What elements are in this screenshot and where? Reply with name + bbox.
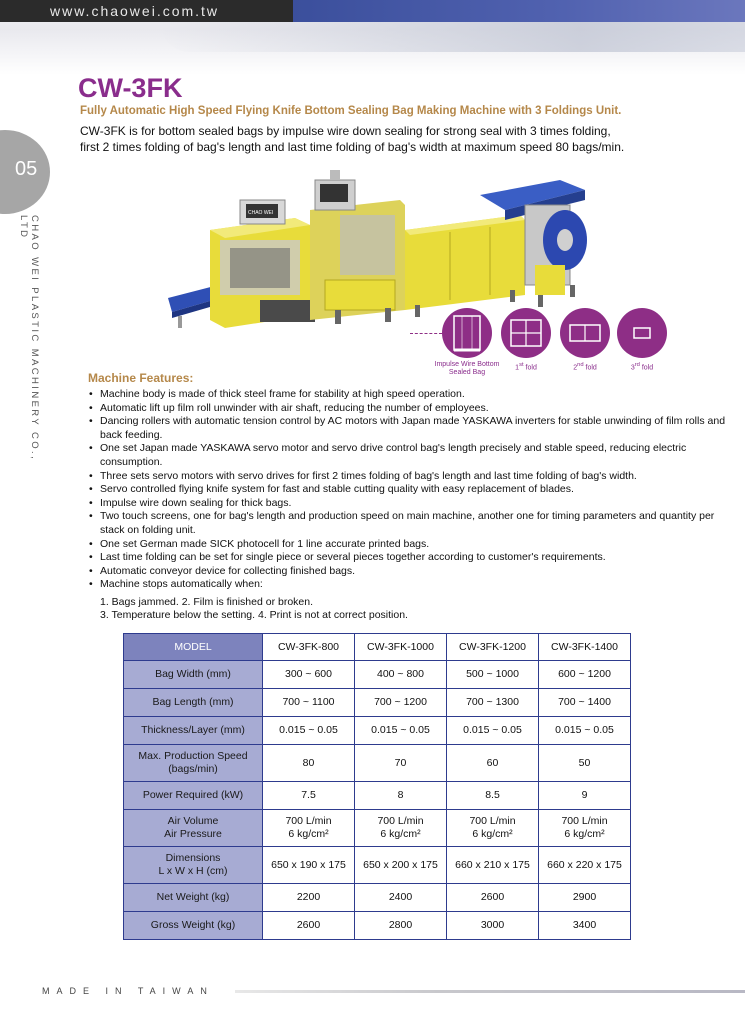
feature-item: • Machine stops automatically when: bbox=[88, 578, 728, 592]
spec-cell bbox=[539, 661, 631, 689]
spec-row-label bbox=[124, 745, 263, 782]
spec-cell bbox=[447, 661, 539, 689]
model-column-header: CW-3FK-1000 bbox=[355, 634, 447, 661]
table-row bbox=[124, 745, 631, 782]
spec-value-line: 2600 bbox=[296, 919, 321, 931]
spec-value-line: 700 L/min bbox=[469, 815, 516, 827]
spec-value-line: 80 bbox=[302, 756, 315, 769]
spec-label-line: Net Weight (kg) bbox=[156, 891, 230, 903]
spec-cell bbox=[355, 689, 447, 717]
spec-value-line: 650 x 200 x 175 bbox=[363, 858, 438, 871]
spec-value-line: 6 kg/cm² bbox=[380, 828, 421, 840]
spec-value-line: 8.5 bbox=[485, 789, 500, 801]
spec-cell bbox=[355, 847, 447, 884]
spec-label-line: Bag Width (mm) bbox=[155, 668, 231, 680]
second-fold-icon bbox=[560, 308, 610, 358]
spec-label-line: Air Pressure bbox=[164, 828, 222, 840]
model-column-header: CW-3FK-800 bbox=[263, 634, 355, 661]
spec-value-line: 9 bbox=[581, 789, 588, 801]
spec-value-line: 0.015 ~ 0.05 bbox=[371, 724, 430, 736]
model-column-header: CW-3FK-1400 bbox=[539, 634, 631, 661]
spec-value-line: 650 x 190 x 175 bbox=[271, 858, 346, 871]
spec-value-line: 0.015 ~ 0.05 bbox=[555, 724, 614, 736]
features-list bbox=[88, 388, 728, 592]
first-fold-label: 1st fold bbox=[515, 362, 537, 372]
spec-cell bbox=[447, 884, 539, 912]
model-title: CW-3FK bbox=[78, 73, 183, 103]
spec-cell bbox=[263, 717, 355, 745]
spec-row-label bbox=[124, 884, 263, 912]
spec-value-line: 700 L/min bbox=[561, 815, 608, 827]
spec-value-line: 3000 bbox=[480, 919, 505, 931]
feature-item: • Last time folding can be set for single piece or several pieces together according to customer's requirements. bbox=[88, 551, 728, 565]
spec-cell bbox=[263, 912, 355, 940]
page-number: 05 bbox=[15, 158, 38, 180]
table-row bbox=[124, 717, 631, 745]
spec-table bbox=[123, 633, 631, 940]
spec-cell bbox=[539, 717, 631, 745]
spec-value-line: 300 ~ 600 bbox=[284, 668, 332, 680]
spec-value-line: 6 kg/cm² bbox=[288, 828, 329, 840]
spec-cell bbox=[263, 661, 355, 689]
spec-value-line: 500 ~ 1000 bbox=[466, 668, 519, 680]
spec-cell bbox=[447, 782, 539, 810]
spec-value-line: 2400 bbox=[388, 891, 413, 903]
spec-value-line: 3400 bbox=[572, 919, 597, 931]
feature-item: • Two touch screens, one for bag's length and production speed on main machine, another one for timing parameters and quantity per stack on folding unit. bbox=[88, 510, 728, 537]
third-fold-label: 3rd fold bbox=[630, 362, 654, 372]
spec-cell bbox=[263, 745, 355, 782]
spec-cell bbox=[539, 745, 631, 782]
spec-value-line: 660 x 220 x 175 bbox=[547, 858, 622, 871]
model-column-header: CW-3FK-1200 bbox=[447, 634, 539, 661]
spec-value-line: 2200 bbox=[296, 891, 321, 903]
spec-value-line: 60 bbox=[486, 756, 499, 769]
spec-row-label bbox=[124, 661, 263, 689]
spec-value-line: 700 ~ 1300 bbox=[466, 696, 519, 708]
spec-value-line: 700 ~ 1200 bbox=[374, 696, 427, 708]
spec-cell bbox=[263, 847, 355, 884]
spec-cell bbox=[263, 689, 355, 717]
spec-cell bbox=[263, 782, 355, 810]
table-row bbox=[124, 810, 631, 847]
feature-item: • Three sets servo motors with servo drives for first 2 times folding of bag's length and last time folding of bag's width. bbox=[88, 470, 728, 484]
spec-row-label bbox=[124, 847, 263, 884]
spec-label-line: Air Volume bbox=[167, 815, 219, 827]
spec-cell bbox=[447, 717, 539, 745]
motor-block bbox=[260, 300, 315, 322]
spec-cell bbox=[447, 689, 539, 717]
spec-value-line: 700 ~ 1100 bbox=[282, 696, 335, 708]
spec-value-line: 400 ~ 800 bbox=[376, 668, 424, 680]
spec-row-label bbox=[124, 912, 263, 940]
product-intro bbox=[80, 123, 720, 155]
spec-label-line: (bags/min) bbox=[168, 763, 218, 775]
features-title: Machine Features: bbox=[88, 371, 194, 385]
spec-cell bbox=[447, 847, 539, 884]
spec-value-line: 2900 bbox=[572, 891, 597, 903]
footer-line bbox=[235, 990, 745, 993]
table-row bbox=[124, 782, 631, 810]
spec-label-line: L x W x H (cm) bbox=[158, 865, 228, 877]
first-fold-icon bbox=[501, 308, 551, 358]
spec-cell bbox=[539, 847, 631, 884]
feature-item: • Servo controlled flying knife system for fast and stable cutting quality with easy replacement of blades. bbox=[88, 483, 728, 497]
table-corner-header: MODEL bbox=[124, 634, 263, 661]
stop-condition-line: 3. Temperature below the setting. 4. Print is not at correct position. bbox=[100, 609, 408, 621]
feature-item: • Automatic conveyor device for collecting finished bags. bbox=[88, 565, 728, 579]
fold-connector bbox=[410, 333, 442, 334]
table-row bbox=[124, 661, 631, 689]
second-fold-label: 2nd fold bbox=[573, 362, 597, 372]
spec-label-line: Dimensions bbox=[165, 852, 221, 864]
table-row bbox=[124, 912, 631, 940]
spec-row-label bbox=[124, 810, 263, 847]
spec-cell bbox=[355, 884, 447, 912]
page-header bbox=[0, 0, 745, 75]
spec-cell bbox=[355, 661, 447, 689]
spec-label-line: Gross Weight (kg) bbox=[150, 919, 236, 931]
spec-cell bbox=[447, 810, 539, 847]
company-side-text: CHAO WEI PLASTIC MACHINERY CO., LTD bbox=[18, 215, 40, 462]
spec-value-line: 8 bbox=[397, 789, 404, 801]
website-url[interactable]: www.chaowei.com.tw bbox=[0, 0, 293, 22]
machine-logo: CHAO WEI bbox=[248, 210, 274, 216]
spec-row-label bbox=[124, 717, 263, 745]
intro-line: first 2 times folding of bag's length and last time folding of bag's width at maximum speed 80 bags/min. bbox=[80, 140, 625, 154]
feature-item: • Automatic lift up film roll unwinder with air shaft, reducing the number of employees. bbox=[88, 402, 728, 416]
spec-row-label bbox=[124, 689, 263, 717]
spec-cell bbox=[355, 782, 447, 810]
feature-item: • Machine body is made of thick steel frame for stability at high speed operation. bbox=[88, 388, 728, 402]
spec-cell bbox=[355, 717, 447, 745]
bag-diagram-icon bbox=[442, 308, 492, 358]
spec-cell bbox=[539, 689, 631, 717]
spec-cell bbox=[539, 912, 631, 940]
bag-diagram-label: Impulse Wire Bottom Sealed Bag bbox=[434, 361, 500, 376]
spec-value-line: 700 L/min bbox=[285, 815, 332, 827]
spec-cell bbox=[539, 884, 631, 912]
header-blue-band bbox=[293, 0, 745, 22]
header-swoosh bbox=[160, 22, 745, 52]
spec-value-line: 2800 bbox=[388, 919, 413, 931]
spec-cell bbox=[355, 912, 447, 940]
spec-label-line: Thickness/Layer (mm) bbox=[141, 724, 245, 736]
spec-value-line: 70 bbox=[394, 756, 407, 769]
spec-label-line: Max. Production Speed bbox=[138, 750, 248, 762]
spec-row-label bbox=[124, 782, 263, 810]
table-row bbox=[124, 689, 631, 717]
spec-value-line: 0.015 ~ 0.05 bbox=[463, 724, 522, 736]
spec-label-line: Power Required (kW) bbox=[142, 789, 244, 801]
feature-item: • One set Japan made YASKAWA servo motor and servo drive control bag's length precisely and stable speed, reducing electric consumption. bbox=[88, 442, 728, 469]
spec-cell bbox=[263, 884, 355, 912]
spec-value-line: 50 bbox=[578, 756, 591, 769]
made-in-taiwan: MADE IN TAIWAN bbox=[42, 986, 214, 996]
spec-cell bbox=[355, 745, 447, 782]
table-row bbox=[124, 884, 631, 912]
spec-cell bbox=[447, 912, 539, 940]
spec-value-line: 6 kg/cm² bbox=[472, 828, 513, 840]
spec-value-line: 700 L/min bbox=[377, 815, 424, 827]
product-subtitle: Fully Automatic High Speed Flying Knife Bottom Sealing Bag Making Machine with 3 Foldings Unit. bbox=[80, 105, 622, 117]
spec-cell bbox=[539, 810, 631, 847]
intro-line: CW-3FK is for bottom sealed bags by impulse wire down sealing for strong seal with 3 times folding, bbox=[80, 124, 611, 138]
spec-value-line: 2600 bbox=[480, 891, 505, 903]
spec-value-line: 0.015 ~ 0.05 bbox=[279, 724, 338, 736]
spec-cell bbox=[447, 745, 539, 782]
feature-item: • One set German made SICK photocell for 1 line accurate printed bags. bbox=[88, 538, 728, 552]
spec-cell bbox=[355, 810, 447, 847]
spec-value-line: 600 ~ 1200 bbox=[558, 668, 611, 680]
spec-cell bbox=[539, 782, 631, 810]
spec-cell bbox=[263, 810, 355, 847]
table-row bbox=[124, 847, 631, 884]
spec-value-line: 7.5 bbox=[301, 789, 316, 801]
feature-item: • Dancing rollers with automatic tension control by AC motors with Japan made YASKAWA inverters for stable unwinding of film rolls and back feeding. bbox=[88, 415, 728, 442]
stop-condition-line: 1. Bags jammed. 2. Film is finished or broken. bbox=[100, 596, 314, 608]
spec-value-line: 700 ~ 1400 bbox=[558, 696, 611, 708]
feature-item: • Impulse wire down sealing for thick bags. bbox=[88, 497, 728, 511]
spec-label-line: Bag Length (mm) bbox=[152, 696, 234, 708]
third-fold-icon bbox=[617, 308, 667, 358]
spec-value-line: 6 kg/cm² bbox=[564, 828, 605, 840]
spec-value-line: 660 x 210 x 175 bbox=[455, 858, 530, 871]
